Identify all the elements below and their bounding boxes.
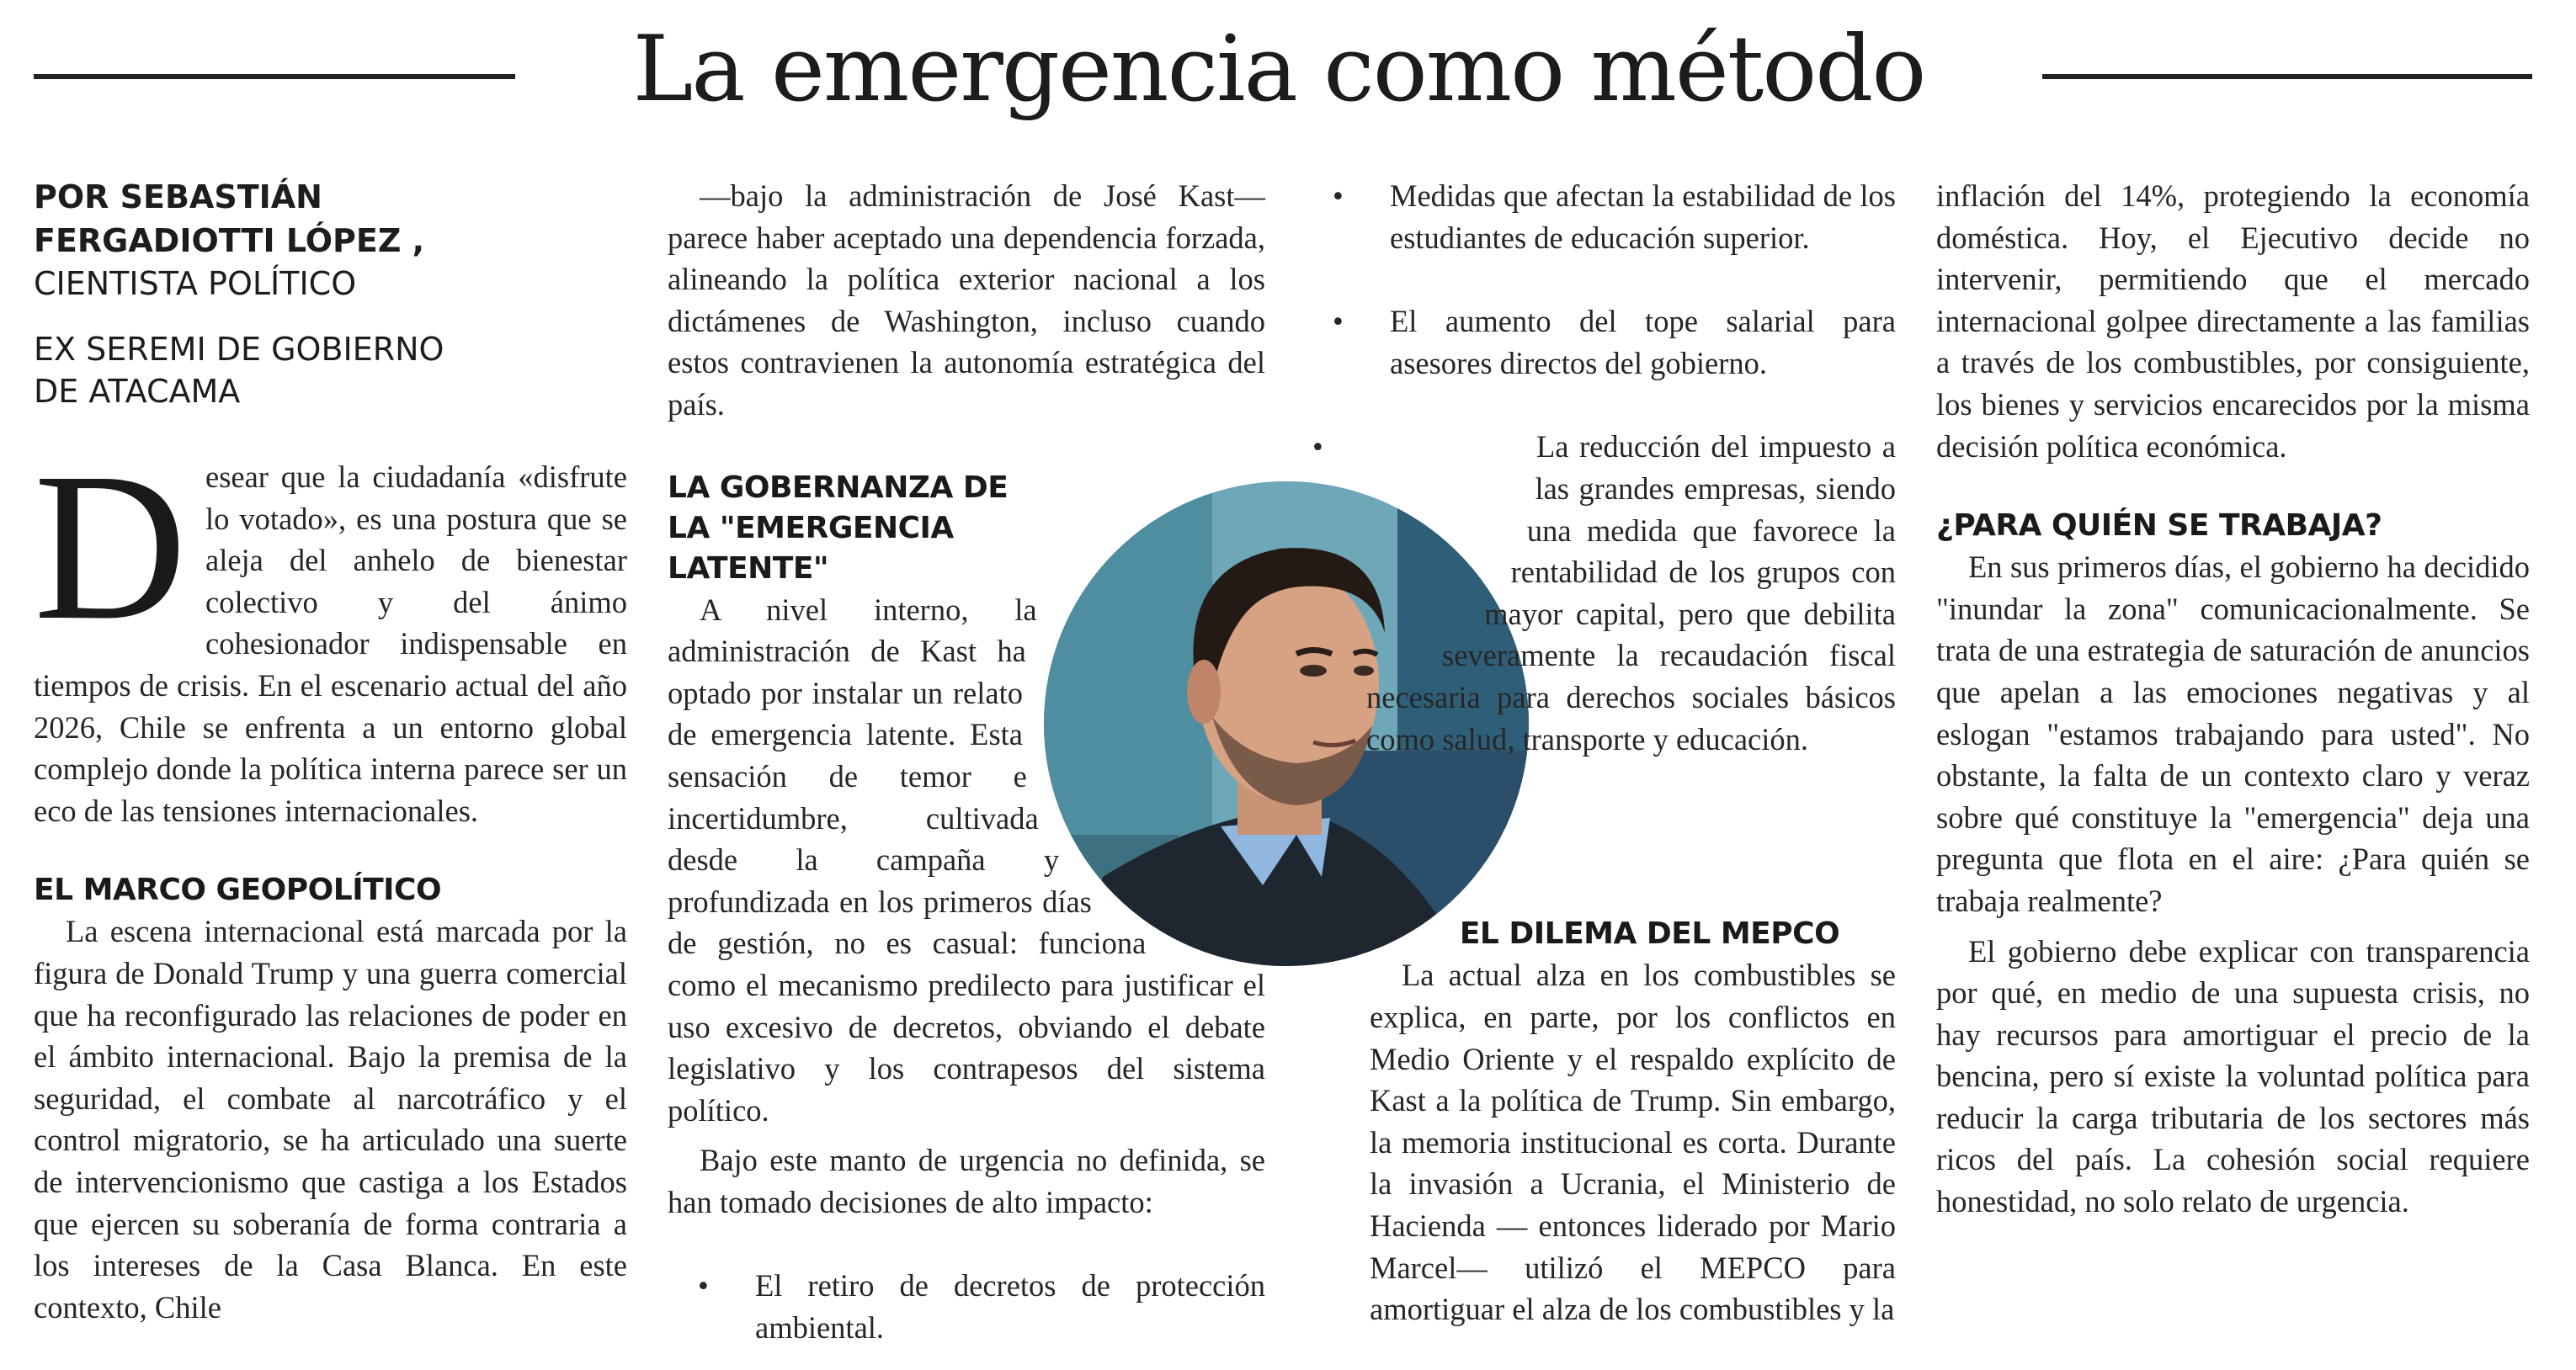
section1-paragraph1: La escena internacional está marcada por la figura de Donald Trump y una guerra comercial que ha reconfigurado las relaciones de poder en el ámbito internacional. Bajo la premisa de la seguridad, el combate al narcotráfico y el control migratorio, se ha articulado una suerte de intervencionismo que castiga a los Estados que ejercen su soberanía de forma contraria a los intereses de la Casa Blanca. En este contexto, Chile	[34, 914, 627, 1325]
byline-author-line1: POR SEBASTIÁN	[34, 178, 322, 215]
byline-role2-line1: EX SEREMI DE GOBIERNO	[34, 331, 444, 368]
headline-rule-left	[34, 74, 515, 79]
bullet-item: • La reducción del impuesto a las grandes empresas, siendo una medida que favorece la rentabilidad de los grupos con mayor capital, pero que debilita severamente la recaudación fiscal necesaria para derechos sociales básicos como salud, transporte y educación.	[1302, 426, 1896, 760]
section-title-gobernanza-line2: LA "EMERGENCIA	[668, 510, 954, 545]
byline-author-line2: FERGADIOTTI LÓPEZ ,	[34, 222, 425, 259]
bullet-item: • El retiro de decretos de protección ambiental.	[668, 1265, 1265, 1348]
column-4	[1936, 175, 2530, 1223]
intro-paragraph	[34, 428, 627, 831]
column-3	[1302, 175, 1896, 1330]
section-title-geopolitico: EL MARCO GEOPOLÍTICO	[34, 873, 442, 908]
section-title-para-quien: ¿PARA QUIÉN SE TRABAJA?	[1936, 508, 2382, 544]
section4-paragraph1: En sus primeros días, el gobierno ha decidido "inundar la zona" comunicacionalmente. Se trata de una estrategia de saturación de anuncios que apelan a las emociones negativas y al eslogan "estamos trabajando para usted". No obstante, la falta de un contexto claro y veraz sobre qué constituye la "emergencia" deja una pregunta que flota en el aire: ¿Para quién se trabaja realmente?	[1936, 550, 2530, 918]
byline-role1: CIENTISTA POLÍTICO	[34, 265, 357, 302]
bullet-item: • Medidas que afectan la estabilidad de los estudiantes de educación superior.	[1302, 175, 1896, 258]
section-title-mepco: EL DILEMA DEL MEPCO	[1459, 916, 1840, 952]
section3-paragraph1: La actual alza en los combustibles se explica, en parte, por los conflictos en Medio Oriente y el respaldo explícito de Kast a la política de Trump. Sin embargo, la memoria institucional es corta. Durante la invasión a Ucrania, el Ministerio de Hacienda — entonces liderado por Mario Marcel— utilizó el MEPCO para amortiguar el alza de los combustibles y la	[1370, 958, 1896, 1327]
section1-paragraph2: —bajo la administración de José Kast— parece haber aceptado una dependencia forzada, alineando la política exterior nacional a los dictámenes de Washington, incluso cuando estos contravienen la autonomía estratégica del país.	[668, 178, 1265, 422]
bullet-item: • El aumento del tope salarial para asesores directos del gobierno.	[1302, 300, 1896, 384]
drop-cap: D	[34, 428, 187, 664]
section3-paragraph2: inflación del 14%, protegiendo la economía doméstica. Hoy, el Ejecutivo decide no intervenir, permitiendo que el mercado internacional golpee directamente a las familias a través de los combustibles, por consiguiente, los bienes y servicios encarecidos por la misma decisión política económica.	[1936, 178, 2530, 464]
section2-paragraph1: A nivel interno, la administración de Kast ha optado por instalar un relato de emergencia latente. Esta sensación de temor e incertidumbre, cultivada desde la campaña y profundizada en los primeros días de gestión, no es casual: funciona como el mecanismo predilecto para justificar el uso excesivo de decretos, obviando el debate legislativo y los contrapesos del sistema político.	[668, 592, 1265, 1128]
headline: La emergencia como método	[632, 17, 1925, 122]
section2-paragraph2: Bajo este manto de urgencia no definida, se han tomado decisiones de alto impacto:	[668, 1143, 1265, 1219]
headline-rule-right	[2042, 74, 2532, 79]
section-title-gobernanza-line1: LA GOBERNANZA DE	[668, 470, 1009, 505]
section4-paragraph2: El gobierno debe explicar con transparencia por qué, en medio de una supuesta crisis, no hay recursos para amortiguar el precio de la bencina, pero sí existe la voluntad política para reducir la carga tributaria de los sectores más ricos del país. La cohesión social requiere honestidad, no solo relato de urgencia.	[1936, 933, 2530, 1219]
column-1	[34, 175, 627, 1328]
section-title-gobernanza-line3: LATENTE"	[668, 550, 829, 586]
byline-role2-line2: DE ATACAMA	[34, 373, 241, 410]
intro-text: esear que la ciudadanía «disfrute lo votado», es una postura que se aleja del anhelo de bienestar colectivo y del ánimo cohesionador indispensable en tiempos de crisis. En el escenario actual del año 2026, Chile se enfrenta a un entorno global complejo donde la política interna parece ser un eco de las tensiones internacionales.	[34, 459, 627, 828]
